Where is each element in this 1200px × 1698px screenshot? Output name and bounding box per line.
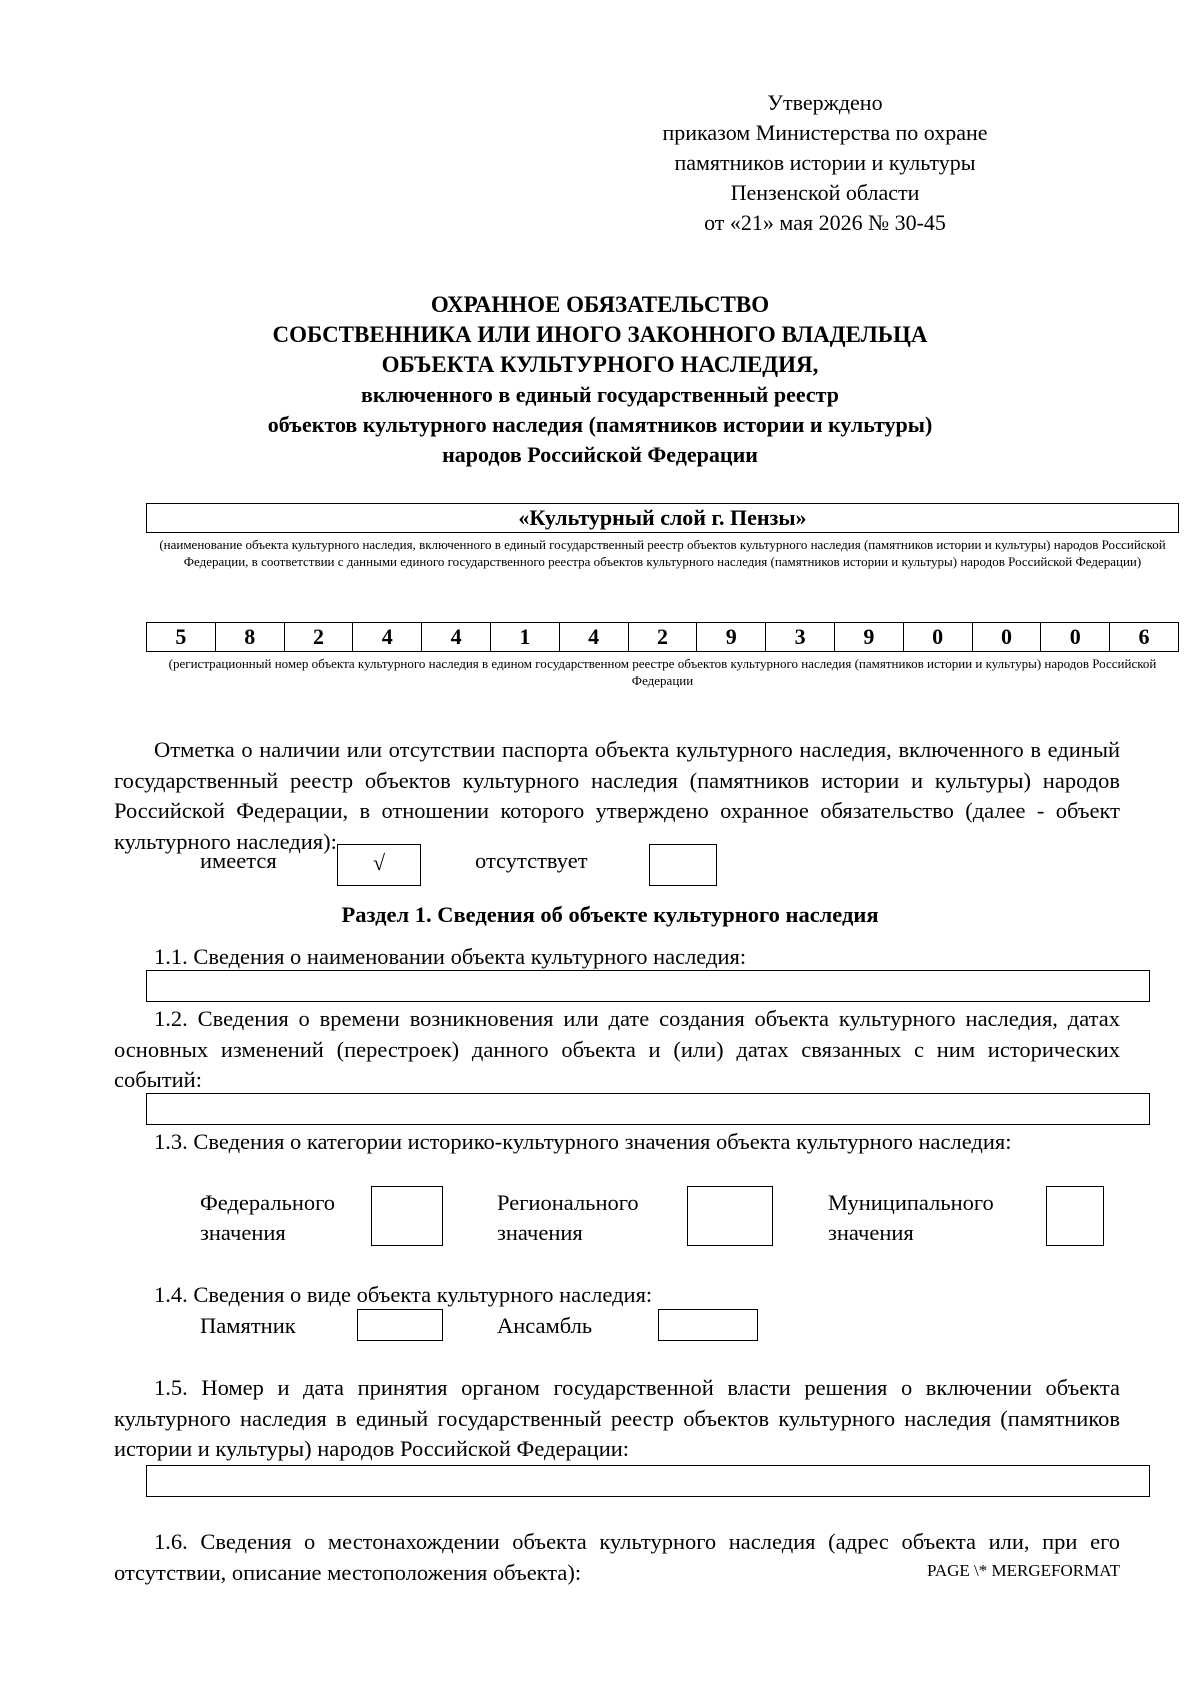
registration-digit-cell[interactable]: 4 [422,623,491,651]
title-line: ОБЪЕКТА КУЛЬТУРНОГО НАСЛЕДИЯ, [381,352,819,377]
passport-paragraph: Отметка о наличии или отсутствии паспорта объекта культурного наследия, включенного в единый государственный реестр объектов культурного наследия (памятников истории и культуры) народов Российской Федерации, в отношении которого утверждено охранное обязательство (далее - объект культурного наследия): [114,737,1120,854]
item-1-4-text: 1.4. Сведения о виде объекта культурного наследия: [154,1282,653,1307]
registration-number-caption: (регистрационный номер объекта культурного наследия в едином государственном реестре объектов культурного наследия (памятников истории и культуры) народов Российской Федерации [168,656,1157,688]
page-number-field: PAGE \* MERGEFORMAT [926,1561,1120,1580]
registration-digit-cell[interactable]: 9 [835,623,904,651]
title-line: включенного в единый государственный реестр [361,382,839,407]
item-1-5-field[interactable] [146,1465,1150,1497]
object-name-field[interactable]: «Культурный слой г. Пензы» [146,503,1179,533]
passport-absent-checkbox[interactable] [649,844,717,886]
registration-digit-cell[interactable]: 2 [629,623,698,651]
registration-digit-cell[interactable]: 3 [766,623,835,651]
registration-digit-cell[interactable]: 4 [560,623,629,651]
approval-line: памятников истории и культуры [674,150,976,175]
item-1-2-field[interactable] [146,1093,1150,1125]
approval-block [590,88,1060,238]
passport-present-checkbox[interactable]: √ [337,844,421,886]
type-ensemble-label: Ансамбль [497,1313,593,1338]
registration-digit-cell[interactable]: 0 [904,623,973,651]
item-1-3-text: 1.3. Сведения о категории историко-культурного значения объекта культурного наследия: [154,1129,1012,1154]
document-title [110,290,1090,470]
registration-digit-cell[interactable]: 1 [491,623,560,651]
registration-digit-cell[interactable]: 4 [353,623,422,651]
registration-digit-cell[interactable]: 0 [1041,623,1110,651]
category-federal-label: Федерального значения [200,1190,336,1245]
title-line: объектов культурного наследия (памятников истории и культуры) [267,412,933,437]
item-1-1-field[interactable] [146,970,1150,1002]
category-municipal-label: Муниципального значения [828,1190,994,1245]
type-ensemble-checkbox[interactable] [658,1309,758,1341]
item-1-1-text: 1.1. Сведения о наименовании объекта культурного наследия: [154,944,747,969]
approval-line: приказом Министерства по охране [662,120,988,145]
registration-digit-cell[interactable]: 8 [216,623,285,651]
registration-digit-cell[interactable]: 5 [147,623,216,651]
title-line: СОБСТВЕННИКА ИЛИ ИНОГО ЗАКОННОГО ВЛАДЕЛЬЦА [272,322,928,347]
item-1-5-text: 1.5. Номер и дата принятия органом государственной власти решения о включении объекта культурного наследия в единый государственный реестр объектов культурного наследия (памятников истории и культуры) народов Российской Федерации: [114,1375,1120,1461]
registration-digit-cell[interactable]: 6 [1138,624,1150,649]
passport-absent-label: отсутствует [475,848,588,873]
title-line: народов Российской Федерации [442,442,758,467]
registration-digit-cell[interactable]: 2 [285,623,354,651]
approval-line: Пензенской области [730,180,920,205]
category-federal-checkbox[interactable] [371,1186,443,1246]
section-1-heading: Раздел 1. Сведения об объекте культурного наследия [341,902,879,927]
item-1-2-text: 1.2. Сведения о времени возникновения или дате создания объекта культурного наследия, датах основных изменений (перестроек) данного объекта и (или) датах связанных с ним исторических событий: [114,1006,1120,1092]
category-municipal-checkbox[interactable] [1046,1186,1104,1246]
item-1-6-text: 1.6. Сведения о местонахождении объекта культурного наследия (адрес объекта или, при его отсутствии, описание местоположения объекта): [114,1529,1120,1585]
approval-line: Утверждено [767,90,883,115]
category-regional-label: Регионального значения [497,1190,639,1245]
passport-present-label: имеется [200,848,277,873]
approval-date: от «21» мая 2026 № 30-45 [704,210,946,235]
type-monument-label: Памятник [200,1313,296,1338]
category-regional-checkbox[interactable] [687,1186,773,1246]
registration-digit-cell[interactable]: 0 [973,623,1042,651]
registration-number-grid[interactable] [146,622,1179,652]
title-line: ОХРАННОЕ ОБЯЗАТЕЛЬСТВО [430,292,770,317]
type-monument-checkbox[interactable] [357,1309,443,1341]
registration-digit-cell[interactable]: 9 [697,623,766,651]
object-name-caption: (наименование объекта культурного наследия, включенного в единый государственный реестр объектов культурного наследия (памятников истории и культуры) народов Российской Федерации, в соответствии с данными единого государственного реестра объектов культурного наследия (памятников истории и культуры) народов Российской Федерации) [159,537,1166,569]
